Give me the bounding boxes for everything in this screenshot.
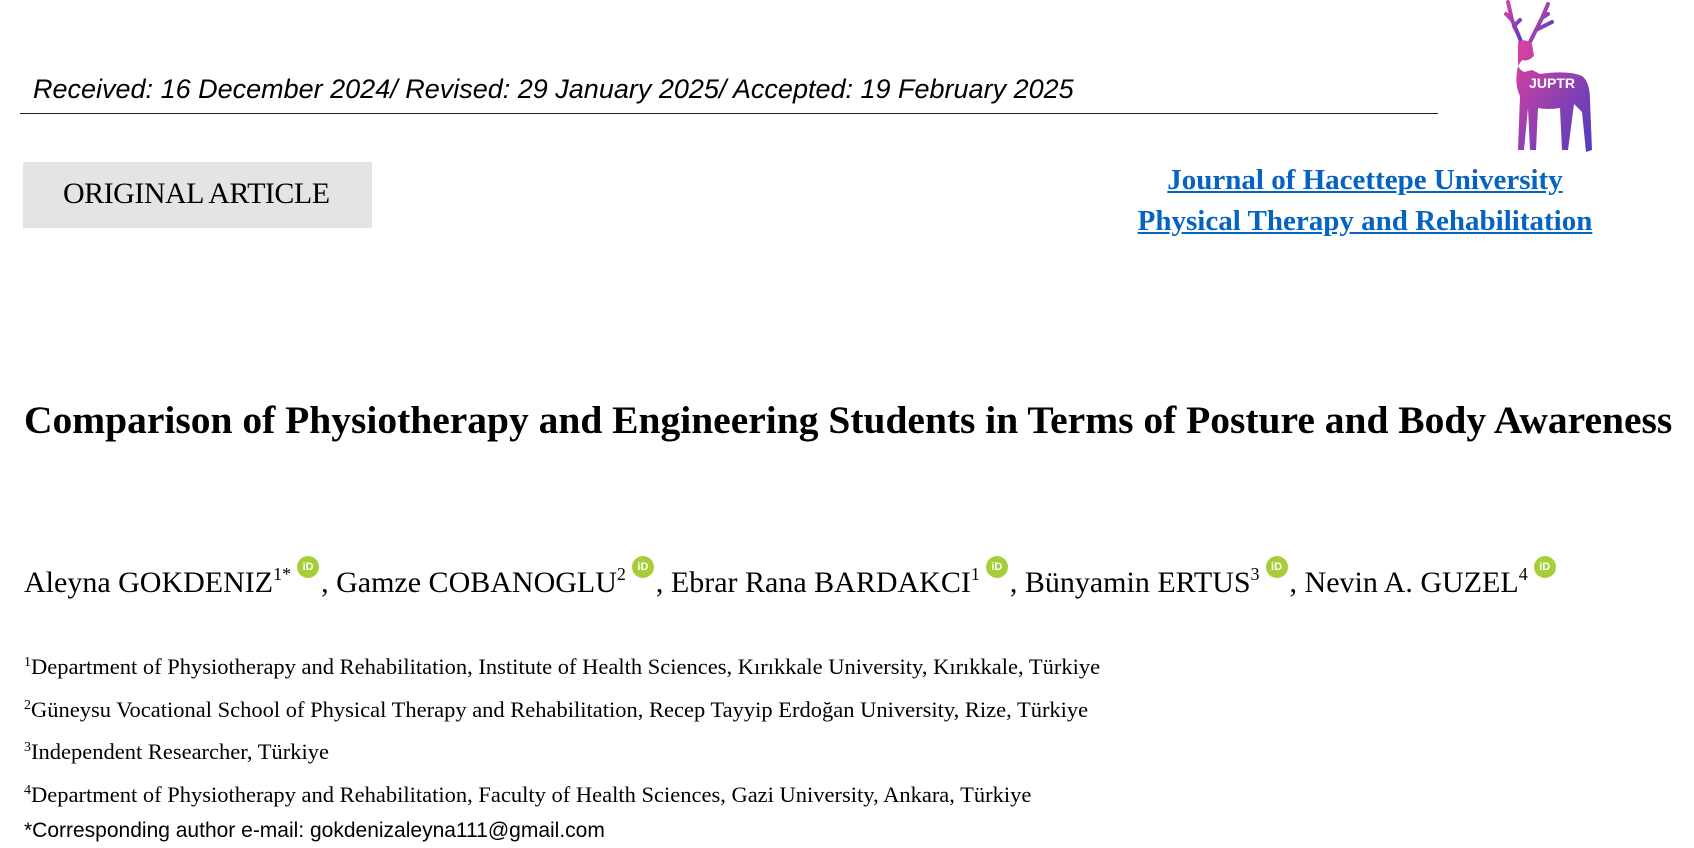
affiliation-item: $^4$Department of Physiotherapy and Rehabilitation, Faculty of Health Sciences, Gazi University, Ankara, Türkiye [24, 781, 1032, 807]
author-name: Aleyna $GOKDENIZ^{1*}$ iD [24, 566, 321, 600]
orcid-icon[interactable]: iD [986, 556, 1008, 578]
journal-link-line1[interactable]: Journal of Hacettepe University [1167, 164, 1563, 196]
affiliation-list [24, 646, 1100, 816]
orcid-icon[interactable]: iD [297, 556, 319, 578]
orcid-icon[interactable]: iD [632, 556, 654, 578]
affiliation-item: $^3$Independent Researcher, Türkiye [24, 739, 329, 764]
article-title: Comparison of Physiotherapy and Engineering Students in Terms of Posture and Body Awareness [24, 398, 1673, 442]
author-separator: , [1289, 566, 1305, 599]
journal-link-line2[interactable]: Physical Therapy and Rehabilitation [1137, 205, 1593, 237]
journal-name [1100, 160, 1630, 242]
author-name: Ebrar Rana BARDAKCI$^1$ iD [671, 566, 1010, 600]
author-sup: 1 [970, 564, 980, 584]
author-separator: , [321, 566, 337, 599]
affiliation-item: $^1$Department of Physiotherapy and Rehabilitation, Institute of Health Sciences, Kırıkkale University, Kırıkkale, Türkiye [24, 654, 1101, 679]
affiliation-item: $^2$Güneysu Vocational School of Physical Therapy and Rehabilitation, Recep Tayyip Erdoğan University, Rize, Türkiye [24, 696, 1089, 722]
author-separator: , [655, 566, 671, 599]
author-sup: 1* [273, 564, 292, 584]
corresponding-author-email: *Corresponding author e-mail: gokdenizaleyna111@gmail.com [24, 819, 605, 842]
article-type-label: ORIGINAL ARTICLE [63, 177, 330, 210]
journal-logo-deer-icon[interactable] [1478, 0, 1608, 160]
header-divider [20, 113, 1438, 114]
author-name: Nevin A. GUZEL$^4$ iD [1305, 566, 1558, 600]
author-sup: 4 [1518, 564, 1528, 584]
author-name: Bünyamin ERTUS$^3$ iD [1025, 566, 1290, 600]
author-separator: , [1009, 566, 1025, 599]
author-sup: 2 [616, 564, 626, 584]
author-sup: 3 [1250, 564, 1260, 584]
publication-dates: Received: 16 December 2024/ Revised: 29 January 2025/ Accepted: 19 February 2025 [33, 74, 1074, 104]
orcid-icon[interactable]: iD [1534, 556, 1556, 578]
orcid-icon[interactable]: iD [1266, 556, 1288, 578]
author-list [24, 561, 1558, 600]
author-name: Gamze COBANOGLU$^2$ iD [336, 566, 656, 600]
article-type-badge [23, 162, 372, 228]
logo-text: JUPTR [1529, 75, 1575, 91]
